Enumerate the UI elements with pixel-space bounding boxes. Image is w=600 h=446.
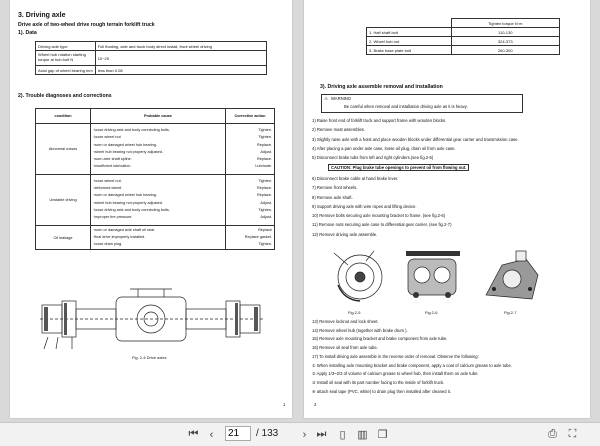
warning-text: Be careful when removal and installation driving axle as it is heavy. <box>344 104 468 109</box>
warning-label: WARNING <box>331 96 352 101</box>
last-page-button[interactable] <box>314 427 329 442</box>
page-number: 2 <box>314 402 317 407</box>
torque-row: 1. Half shaft bolt 110-130 <box>367 28 560 37</box>
step-item: ① When installing axle mounting bracket and brake component, apply a coat of calcium grease to axle tube. <box>312 362 512 368</box>
step-item: 13) Remove locknut and lock sheet. <box>312 319 379 324</box>
last-page-icon: ⏭ <box>316 428 327 440</box>
section-title: 3. Driving axle <box>18 12 66 19</box>
first-page-icon: ⏮ <box>188 428 199 440</box>
axle-bracket-figure-2-6 <box>402 245 464 307</box>
chevron-left-icon: ‹ <box>209 428 214 441</box>
first-page-button[interactable] <box>186 427 201 442</box>
torque-row: 2. Wheel hub nut 324-373 <box>367 37 560 46</box>
step-item: 3) Slightly raise axle with a hoist and place wooden blocks under differential gear carrier and transmission case. <box>312 136 519 142</box>
copy-button[interactable] <box>375 427 390 442</box>
section-subtitle: Drive axle of two-wheel drive rough terrain forklift truck <box>18 22 155 28</box>
chevron-right-icon: › <box>302 428 307 441</box>
step-item: 1) Raise front end of forklift truck and support frame with wooden blocks. <box>312 118 447 123</box>
step-item: 10) Remove bolts securing axle mounting bracket to frame. (see fig.2-6) <box>312 213 446 219</box>
step-item: 7) Remove front wheels. <box>312 185 358 191</box>
right-page <box>304 0 590 418</box>
trouble-group: Abnormal noises ·loose driving axle and body connecting bolts. ·loose wheel nut ·worn or damaged wheel hub bearing. ·wheel hub bearing not properly adjusted. ·worn axle shaft spline. ·insufficient lubrication Tighten. Tighten. Replace. Adjust. Replace. Lubricate. <box>36 124 275 175</box>
warning-icon: ⚠ <box>324 96 329 101</box>
caution-box: CAUTION: Plug brake tube openings to prevent oil from flowing out. <box>328 164 469 171</box>
col-header: condition <box>36 109 91 124</box>
step-item: ② Apply 1/3~2/3 of volume of calcium grease to wheel hub, then install them on axle tube. <box>312 371 479 377</box>
print-button[interactable] <box>545 427 560 442</box>
step-item: 5) Disconnect brake tubs from left and right cylinders.(see fig.2-5) <box>312 155 434 161</box>
torque-row: 3. Brake base plate bolt 260-300 <box>367 46 560 55</box>
step-item: 17) To install driving axle assemble in the reverse order of removal. Observe the following: <box>312 353 479 359</box>
fullscreen-icon: ⛶ <box>568 428 577 440</box>
two-page-view-button[interactable] <box>355 427 370 442</box>
copy-icon: ❐ <box>377 429 388 441</box>
steps-6-12 <box>312 174 452 239</box>
page-total: / 133 <box>256 428 279 439</box>
figure-caption: Fig. 2-4 Drive axles <box>132 355 167 360</box>
data-row: Axial gap of wheel bearing mm less than 0.08 <box>36 66 267 75</box>
print-icon: ⎙ <box>548 428 557 440</box>
step-item: 9) Support driving axle with wire ropes and lifting device. <box>312 203 417 209</box>
fullscreen-button[interactable] <box>565 427 580 442</box>
col-header: Corrective action <box>226 109 275 124</box>
page-number-input[interactable] <box>225 426 251 441</box>
trouble-group: Oil leakage ·worn or damaged axle shaft oil seal. ·final drive improperly installed. ·loose drain plug. Replace Replace gasket. Tighten. <box>36 225 275 250</box>
two-page-icon: ▥ <box>357 429 368 441</box>
trouble-heading: 2). Trouble diagnoses and corrections <box>18 93 112 99</box>
fig-caption-2-6: Fig.2-6 <box>425 310 438 315</box>
drive-axle-figure <box>38 283 270 351</box>
data-row: Wheel hub rotation starting torque at hub bolt N 10~29 <box>36 51 267 66</box>
step-item: 16) Remove oil seal from axle tube. <box>312 345 378 351</box>
data-table <box>35 41 267 75</box>
single-page-icon: ▯ <box>339 429 346 441</box>
step-item: 8) Remove axle shaft. <box>312 194 353 200</box>
step-item: 11) Remove nuts securing axle case to differential gear carrier. (see fig.2-7) <box>312 222 452 228</box>
page-number: 1 <box>283 402 286 407</box>
next-page-button[interactable] <box>297 427 312 442</box>
step-item: ③ Install oil seal with its part number facing to the inside of forklift truck. <box>312 379 445 385</box>
fig-caption-2-7: Fig.2-7 <box>504 310 517 315</box>
step-item: 6) Disconnect brake cable at hand brake lever. <box>312 176 399 181</box>
removal-heading: 3). Driving axle assemble removal and installation <box>320 84 443 90</box>
torque-table <box>366 18 560 55</box>
single-page-view-button[interactable] <box>335 427 350 442</box>
brake-figure-2-5 <box>330 245 386 305</box>
data-row: Driving axle type Full floating, axle and truck body direct install, front wheel driving <box>36 42 267 51</box>
steps-1-5 <box>312 116 519 162</box>
step-item: ④ attach seal tape (PVC, white) to drain plug then installed after cleaned it. <box>312 388 451 394</box>
col-header: Probable cause <box>91 109 226 124</box>
warning-box <box>321 94 523 113</box>
trouble-table <box>35 108 275 250</box>
step-item: 4) After placing a pan under axle case, loose oil plug, drain oil from axle case. <box>312 145 456 151</box>
trouble-group: Unstable driving ·loose wheel nut. ·deformed wheel. ·worn or damaged wheel hub bearing. ·wheel hub bearing not properly adjusted. ·loose driving axle and body connecting bolts. ·improper tire pressure. Tighten. Replace. Replace. Adjust. Tighten. Adjust. <box>36 174 275 225</box>
torque-header: Tighten torque N·m <box>451 19 560 28</box>
data-heading: 1). Data <box>18 30 37 36</box>
step-item: 2) Remove mast assembles. <box>312 127 366 133</box>
step-item: 12) Remove driving axle assemble. <box>312 231 378 237</box>
viewer-toolbar <box>0 422 600 446</box>
fig-caption-2-5: Fig.2-5 <box>348 310 361 315</box>
previous-page-button[interactable] <box>204 427 219 442</box>
left-page <box>10 0 292 418</box>
step-item: 14) Remove wheel hub (together with brake drum ). <box>312 327 408 333</box>
axle-carrier-figure-2-7 <box>482 245 542 305</box>
step-item: 15) Remove axle mounting bracket and brake component from axle tube. <box>312 336 448 342</box>
steps-13-17 <box>312 318 512 396</box>
